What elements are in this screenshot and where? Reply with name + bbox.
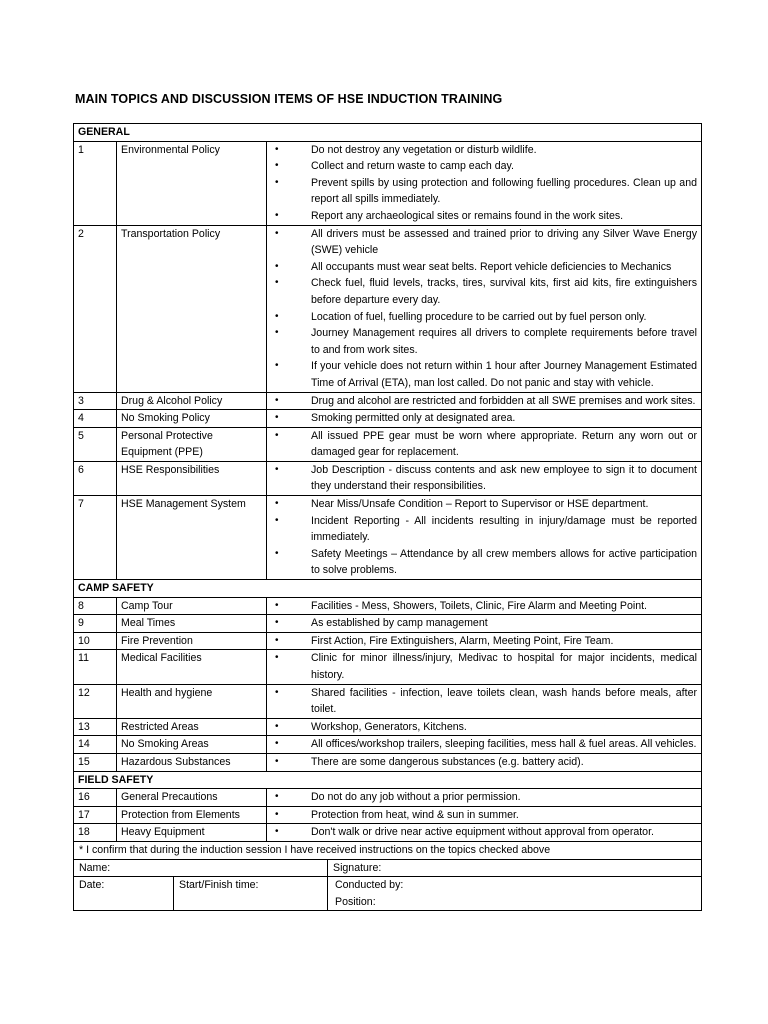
list-item-text: Facilities - Mess, Showers, Toilets, Clinic, Fire Alarm and Meeting Point.	[311, 599, 647, 612]
bullet-icon: •	[275, 755, 279, 767]
topic-name: Transportation Policy	[117, 225, 267, 392]
bullet-icon: •	[275, 360, 279, 372]
topic-name: HSE Responsibilities	[117, 461, 267, 495]
list-item	[271, 650, 697, 683]
signature-field[interactable]: Signature:	[328, 859, 702, 877]
section-heading: GENERAL	[74, 124, 702, 142]
topic-row	[74, 718, 702, 736]
bullet-icon: •	[275, 738, 279, 750]
confirmation-text: * I confirm that during the induction session I have received instructions on the topics checked above	[74, 842, 702, 860]
bullet-list	[271, 789, 697, 806]
signature-table	[73, 841, 702, 911]
bullet-list	[271, 462, 697, 495]
topic-number: 6	[74, 461, 117, 495]
topic-items	[267, 753, 702, 771]
bullet-icon: •	[275, 327, 279, 339]
list-item-text: All drivers must be assessed and trained prior to driving any Silver Wave Energy (SWE) vehicle	[311, 227, 697, 257]
list-item	[271, 142, 697, 159]
topic-items	[267, 461, 702, 495]
topic-row	[74, 824, 702, 842]
topic-number: 9	[74, 615, 117, 633]
topic-name: Personal Protective Equipment (PPE)	[117, 427, 267, 461]
bullet-list	[271, 615, 697, 632]
training-topics-table	[73, 123, 702, 842]
section-heading: CAMP SAFETY	[74, 580, 702, 598]
bullet-list	[271, 685, 697, 718]
list-item-text: Workshop, Generators, Kitchens.	[311, 720, 467, 733]
topic-items	[267, 736, 702, 754]
section-heading: FIELD SAFETY	[74, 771, 702, 789]
topic-number: 10	[74, 632, 117, 650]
bullet-list	[271, 226, 697, 392]
list-item	[271, 685, 697, 718]
name-field[interactable]: Name:	[74, 859, 328, 877]
topic-row	[74, 650, 702, 684]
topic-number: 16	[74, 789, 117, 807]
list-item	[271, 428, 697, 461]
list-item	[271, 719, 697, 736]
bullet-list	[271, 428, 697, 461]
list-item-text: Near Miss/Unsafe Condition – Report to Supervisor or HSE department.	[311, 498, 649, 511]
topic-items	[267, 141, 702, 225]
topic-items	[267, 684, 702, 718]
section-header-row	[74, 580, 702, 598]
topic-row	[74, 427, 702, 461]
topic-row	[74, 496, 702, 580]
bullet-icon: •	[275, 599, 279, 611]
list-item-text: Don't walk or drive near active equipment without approval from operator.	[311, 826, 654, 839]
bullet-list	[271, 719, 697, 736]
list-item-text: Protection from heat, wind & sun in summer.	[311, 808, 519, 821]
bullet-list	[271, 393, 697, 410]
topic-name: Protection from Elements	[117, 806, 267, 824]
bullet-list	[271, 754, 697, 771]
list-item	[271, 496, 697, 513]
bullet-icon: •	[275, 617, 279, 629]
position-label: Position:	[335, 895, 376, 908]
topic-number: 8	[74, 597, 117, 615]
bullet-list	[271, 736, 697, 753]
list-item	[271, 393, 697, 410]
section-header-row	[74, 124, 702, 142]
topic-row	[74, 615, 702, 633]
bullet-list	[271, 633, 697, 650]
list-item	[271, 789, 697, 806]
list-item-text: All issued PPE gear must be worn where appropriate. Return any worn out or damaged gear for replacement.	[311, 429, 697, 459]
topic-row	[74, 684, 702, 718]
topic-number: 15	[74, 753, 117, 771]
list-item-text: Report any archaeological sites or remains found in the work sites.	[311, 209, 624, 222]
list-item-text: Incident Reporting - All incidents resulting in injury/damage must be reported immediately.	[311, 514, 697, 544]
topic-number: 5	[74, 427, 117, 461]
list-item	[271, 208, 697, 225]
bullet-icon: •	[275, 176, 279, 188]
bullet-icon: •	[275, 634, 279, 646]
list-item-text: Clinic for minor illness/injury, Medivac to hospital for major incidents, medical history.	[311, 652, 697, 681]
bullet-icon: •	[275, 277, 279, 289]
bullet-icon: •	[275, 826, 279, 838]
conducted-by-label: Conducted by:	[335, 879, 404, 892]
bullet-list	[271, 496, 697, 579]
topic-items	[267, 718, 702, 736]
topic-row	[74, 225, 702, 392]
topic-items	[267, 427, 702, 461]
list-item	[271, 309, 697, 326]
bullet-icon: •	[275, 498, 279, 510]
topic-items	[267, 597, 702, 615]
list-item	[271, 546, 697, 579]
list-item-text: First Action, Fire Extinguishers, Alarm, Meeting Point, Fire Team.	[311, 634, 614, 647]
list-item-text: There are some dangerous substances (e.g. battery acid).	[311, 755, 584, 768]
topic-name: Environmental Policy	[117, 141, 267, 225]
list-item-text: Job Description - discuss contents and ask new employee to sign it to document they understand their responsibilities.	[311, 463, 697, 493]
bullet-icon: •	[275, 720, 279, 732]
bullet-icon: •	[275, 227, 279, 239]
bullet-list	[271, 807, 697, 824]
list-item	[271, 410, 697, 427]
document-title: MAIN TOPICS AND DISCUSSION ITEMS OF HSE INDUCTION TRAINING	[75, 92, 503, 106]
topic-items	[267, 650, 702, 684]
topic-row	[74, 632, 702, 650]
topic-row	[74, 789, 702, 807]
bullet-icon: •	[275, 547, 279, 559]
topic-name: Health and hygiene	[117, 684, 267, 718]
topic-row	[74, 736, 702, 754]
topic-number: 3	[74, 392, 117, 410]
bullet-list	[271, 410, 697, 427]
bullet-icon: •	[275, 652, 279, 664]
list-item-text: All offices/workshop trailers, sleeping facilities, mess hall & fuel areas. All vehicles.	[311, 738, 697, 751]
topic-items	[267, 824, 702, 842]
topic-items	[267, 789, 702, 807]
bullet-icon: •	[275, 463, 279, 475]
topic-number: 18	[74, 824, 117, 842]
list-item	[271, 325, 697, 358]
topic-number: 2	[74, 225, 117, 392]
topic-number: 17	[74, 806, 117, 824]
topic-row	[74, 461, 702, 495]
bullet-icon: •	[275, 209, 279, 221]
topic-name: Restricted Areas	[117, 718, 267, 736]
list-item-text: As established by camp management	[311, 617, 488, 630]
topic-name: No Smoking Areas	[117, 736, 267, 754]
topic-number: 4	[74, 410, 117, 428]
list-item-text: Shared facilities - infection, leave toilets clean, wash hands before meals, after toilet.	[311, 686, 697, 716]
list-item	[271, 158, 697, 175]
bullet-icon: •	[275, 686, 279, 698]
list-item	[271, 807, 697, 824]
list-item	[271, 175, 697, 208]
list-item-text: Journey Management requires all drivers to complete requirements before travel to and from work sites.	[311, 327, 697, 356]
topic-name: Heavy Equipment	[117, 824, 267, 842]
list-item-text: Safety Meetings – Attendance by all crew members allows for active participation to solve problems.	[311, 547, 697, 577]
topic-row	[74, 392, 702, 410]
list-item-text: Do not do any job without a prior permission.	[311, 791, 521, 804]
list-item-text: All occupants must wear seat belts. Report vehicle deficiencies to Mechanics	[311, 260, 672, 273]
topic-name: HSE Management System	[117, 496, 267, 580]
topic-row	[74, 597, 702, 615]
list-item-text: Location of fuel, fuelling procedure to be carried out by fuel person only.	[311, 310, 647, 323]
topic-name: Meal Times	[117, 615, 267, 633]
topic-number: 7	[74, 496, 117, 580]
bullet-icon: •	[275, 791, 279, 803]
list-item-text: Check fuel, fluid levels, tracks, tires, survival kits, first aid kits, fire extinguishers before departure every day.	[311, 277, 697, 306]
bullet-icon: •	[275, 808, 279, 820]
bullet-icon: •	[275, 429, 279, 441]
bullet-list	[271, 598, 697, 615]
topic-row	[74, 806, 702, 824]
topic-items	[267, 615, 702, 633]
section-header-row	[74, 771, 702, 789]
list-item	[271, 259, 697, 276]
list-item-text: Prevent spills by using protection and following fuelling procedures. Clean up and report all spills immediately.	[311, 176, 697, 206]
list-item-text: If your vehicle does not return within 1 hour after Journey Management Estimated Time of Arrival (ETA), man lost called. Do not panic and stay with vehicle.	[311, 360, 697, 389]
list-item	[271, 754, 697, 771]
name-signature-row	[74, 859, 702, 877]
topic-row	[74, 141, 702, 225]
date-field[interactable]: Date:	[74, 877, 174, 911]
bullet-icon: •	[275, 394, 279, 406]
bullet-icon: •	[275, 514, 279, 526]
bullet-icon: •	[275, 412, 279, 424]
list-item	[271, 358, 697, 391]
bullet-list	[271, 142, 697, 225]
topic-row	[74, 410, 702, 428]
topic-number: 13	[74, 718, 117, 736]
topic-name: General Precautions	[117, 789, 267, 807]
bullet-list	[271, 650, 697, 683]
topic-name: Hazardous Substances	[117, 753, 267, 771]
topic-row	[74, 753, 702, 771]
bullet-icon: •	[275, 143, 279, 155]
topic-name: Camp Tour	[117, 597, 267, 615]
topic-number: 1	[74, 141, 117, 225]
list-item	[271, 615, 697, 632]
list-item-text: Collect and return waste to camp each day.	[311, 160, 514, 173]
date-time-row	[74, 877, 702, 911]
topic-items	[267, 496, 702, 580]
topic-number: 12	[74, 684, 117, 718]
list-item-text: Drug and alcohol are restricted and forbidden at all SWE premises and work sites.	[311, 394, 696, 407]
confirmation-row	[74, 842, 702, 860]
topic-name: Drug & Alcohol Policy	[117, 392, 267, 410]
topic-items	[267, 806, 702, 824]
list-item-text: Do not destroy any vegetation or disturb wildlife.	[311, 143, 537, 156]
topic-number: 11	[74, 650, 117, 684]
bullet-icon: •	[275, 260, 279, 272]
list-item	[271, 275, 697, 308]
topic-items	[267, 632, 702, 650]
topic-items	[267, 392, 702, 410]
topic-items	[267, 225, 702, 392]
list-item	[271, 736, 697, 753]
list-item	[271, 513, 697, 546]
list-item	[271, 633, 697, 650]
topic-number: 14	[74, 736, 117, 754]
list-item	[271, 226, 697, 259]
start-finish-time-field[interactable]: Start/Finish time:	[174, 877, 328, 911]
bullet-list	[271, 824, 697, 841]
list-item	[271, 462, 697, 495]
topic-name: Medical Facilities	[117, 650, 267, 684]
list-item	[271, 824, 697, 841]
list-item	[271, 598, 697, 615]
bullet-icon: •	[275, 160, 279, 172]
conducted-by-field[interactable]	[328, 877, 702, 911]
topic-name: No Smoking Policy	[117, 410, 267, 428]
bullet-icon: •	[275, 310, 279, 322]
list-item-text: Smoking permitted only at designated area.	[311, 412, 516, 425]
topic-name: Fire Prevention	[117, 632, 267, 650]
topic-items	[267, 410, 702, 428]
